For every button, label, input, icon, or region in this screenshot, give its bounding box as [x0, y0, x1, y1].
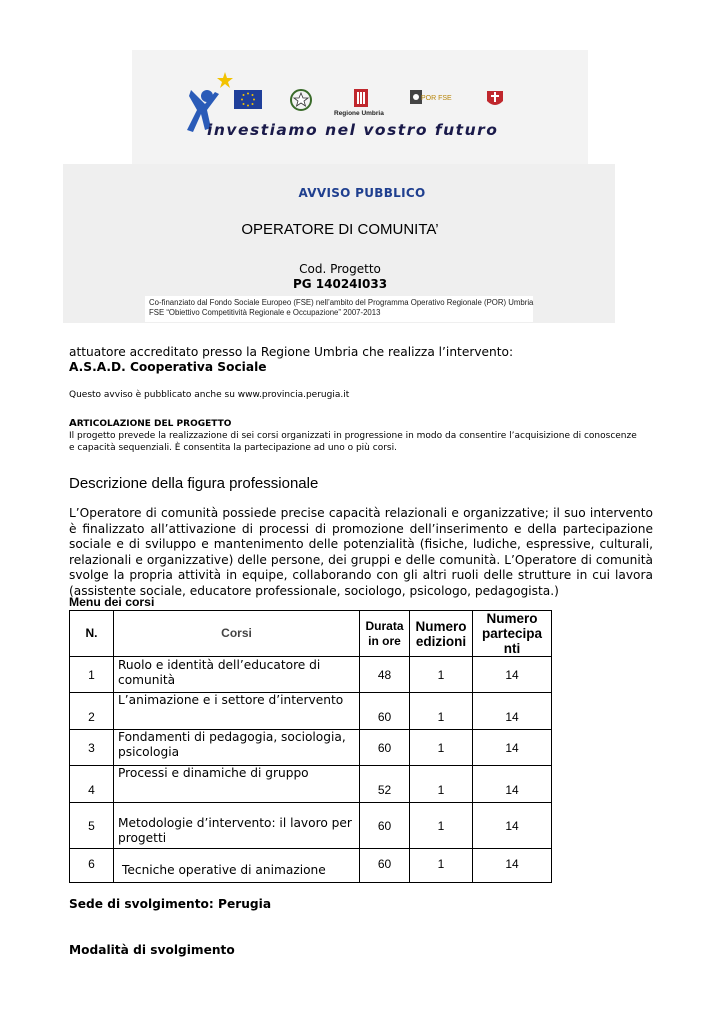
col-header-partecipanti: Numero partecipa nti — [473, 611, 552, 657]
course-edizioni: 1 — [410, 693, 473, 730]
courses-table — [69, 610, 552, 883]
row-number: 3 — [70, 730, 114, 766]
course-edizioni: 1 — [410, 657, 473, 693]
course-name: Ruolo e identità dell’educatore di comunità — [114, 657, 360, 693]
published-note: Questo avviso è pubblicato anche su www.provincia.perugia.it — [69, 390, 350, 400]
table-row — [70, 766, 552, 803]
course-edizioni: 1 — [410, 803, 473, 849]
cofinanziato-text — [149, 298, 539, 318]
course-partecipanti: 14 — [473, 730, 552, 766]
course-partecipanti: 14 — [473, 766, 552, 803]
table-header-row — [70, 611, 552, 657]
table-row — [70, 730, 552, 766]
course-durata: 52 — [360, 766, 410, 803]
course-partecipanti: 14 — [473, 803, 552, 849]
course-name: Tecniche operative di animazione — [114, 849, 360, 883]
row-number: 5 — [70, 803, 114, 849]
course-partecipanti: 14 — [473, 657, 552, 693]
course-durata: 48 — [360, 657, 410, 693]
organization-name: A.S.A.D. Cooperativa Sociale — [69, 360, 267, 374]
table-row — [70, 803, 552, 849]
col-header-durata: Durata in ore — [360, 611, 410, 657]
avviso-heading: AVVISO PUBBLICO — [298, 186, 426, 200]
table-row — [70, 657, 552, 693]
row-number: 6 — [70, 849, 114, 883]
articolazione-text: Il progetto prevede la realizzazione di sei corsi organizzati in progressione in modo da consentire l’acquisizione di conoscenze e capacità sequenziali. È consentita la partecipazione ad uno o più corsi. — [69, 431, 637, 453]
course-name: Fondamenti di pedagogia, sociologia, psicologia — [114, 730, 360, 766]
sede-heading: Sede di svolgimento: Perugia — [69, 897, 272, 911]
course-durata: 60 — [360, 803, 410, 849]
col-header-n: N. — [70, 611, 114, 657]
eu-stars-icon — [234, 90, 262, 109]
course-name: L’animazione e i settore d’intervento — [114, 693, 360, 730]
table-row — [70, 693, 552, 730]
course-title: OPERATORE DI COMUNITA’ — [241, 221, 439, 238]
articolazione-heading-initial: A — [69, 418, 77, 429]
col-header-corsi: Corsi — [114, 611, 360, 657]
course-partecipanti: 14 — [473, 849, 552, 883]
course-edizioni: 1 — [410, 849, 473, 883]
cofinanziato-line1: Co-finanziato dal Fondo Sociale Europeo (FSE) nell’ambito del Programma Operativo Regionale (POR) Umbria — [149, 298, 534, 307]
table-row — [70, 849, 552, 883]
modalita-heading: Modalità di svolgimento — [69, 943, 235, 957]
menu-title: Menu dei corsi — [69, 595, 155, 609]
row-number: 2 — [70, 693, 114, 730]
italian-emblem-icon — [290, 88, 312, 112]
articolazione-heading-rest: RTICOLAZIONE DEL PROGETTO — [76, 419, 232, 429]
provincia-perugia-crest-icon — [486, 88, 504, 110]
course-durata: 60 — [360, 730, 410, 766]
course-partecipanti: 14 — [473, 693, 552, 730]
course-name: Metodologie d’intervento: il lavoro per progetti — [114, 803, 360, 849]
course-name: Processi e dinamiche di gruppo — [114, 766, 360, 803]
por-fse-label: POR FSE — [421, 95, 452, 102]
cod-progetto-label: Cod. Progetto — [299, 262, 381, 276]
course-edizioni: 1 — [410, 766, 473, 803]
intro-line: attuatore accreditato presso la Regione Umbria che realizza l’intervento: — [69, 345, 514, 359]
course-durata: 60 — [360, 693, 410, 730]
row-number: 4 — [70, 766, 114, 803]
descrizione-heading: Descrizione della figura professionale — [69, 475, 319, 492]
cod-progetto-value: PG 14024I033 — [292, 277, 388, 291]
regione-umbria-icon — [353, 87, 369, 109]
motto-logotype: investiamo nel vostro futuro — [207, 121, 499, 139]
course-durata: 60 — [360, 849, 410, 883]
regione-umbria-label: Regione Umbria — [334, 110, 384, 117]
articolazione-heading — [69, 418, 231, 429]
cofinanziato-line2: FSE “Obiettivo Competitività Regionale e Occupazione” 2007-2013 — [149, 308, 381, 317]
row-number: 1 — [70, 657, 114, 693]
descrizione-paragraph: L’Operatore di comunità possiede precise capacità relazionali e organizzative; il suo intervento è finalizzato all’attivazione di processi di promozione dell’inserimento e della partecipazione sociale e di sviluppo e mantenimento delle potenzialità (fisiche, ludiche, espressive, culturali, relazionali e organizzative) delle persone, dei gruppi e delle comunità. L’Operatore di comunità svolge la propria attività in equipe, collaborando con gli altri ruoli delle strutture in cui lavora (assistente sociale, educatore professionale, sociologo, psicologo, pedagogista.) — [69, 506, 653, 598]
col-header-edizioni: Numero edizioni — [410, 611, 473, 657]
course-edizioni: 1 — [410, 730, 473, 766]
